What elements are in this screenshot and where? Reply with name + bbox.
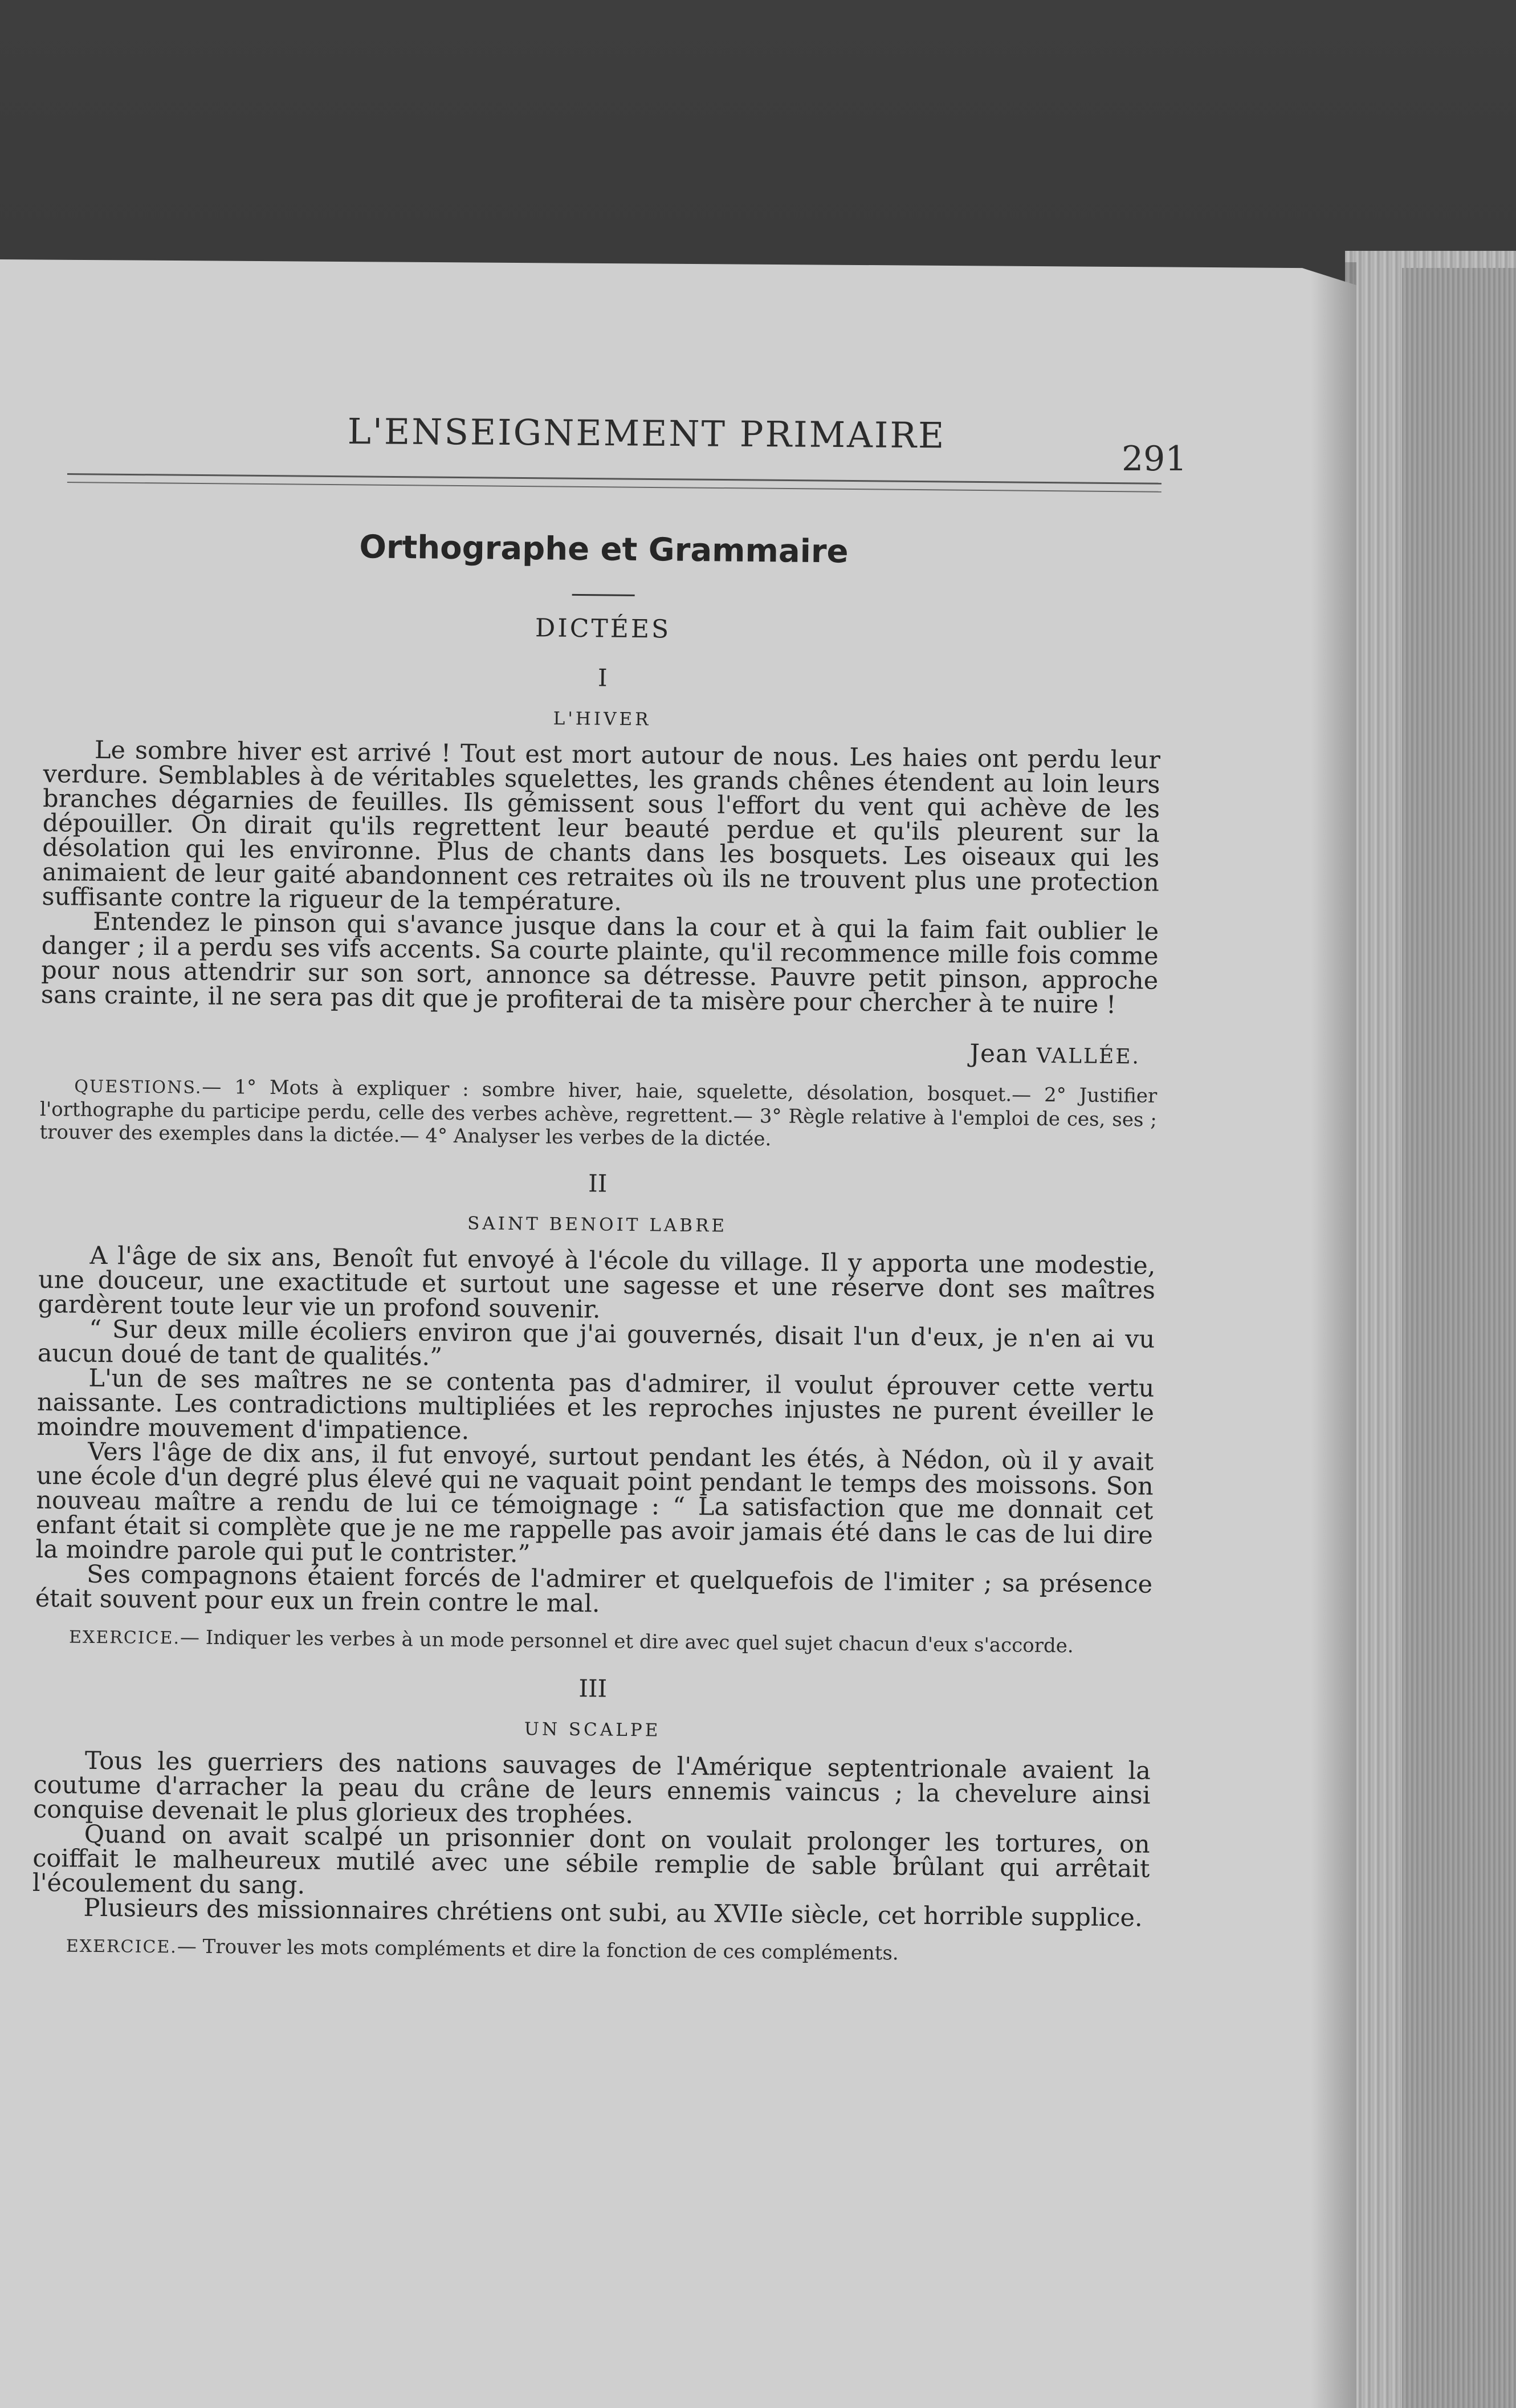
paragraph: Plusieurs des missionnaires chrétiens ont subi, au XVIIe siècle, cet horrible supplice. [83,1893,1143,1933]
dictee-numeral: II [588,1169,608,1198]
exercise-text: — Indiquer les verbes à un mode personnel et dire avec quel sujet chacun d'eux s'accorde. [180,1626,1074,1658]
running-head: L'ENSEIGNEMENT PRIMAIRE [347,410,946,457]
exercise-lead: EXERCICE. [68,1627,181,1649]
page-body [32,513,1163,1968]
dictees-heading: DICTÉES [535,613,671,644]
dictee-3 [32,1669,1152,1968]
author-signature [40,1030,1140,1070]
paragraph: Tous les guerriers des nations sauvages de l'Amérique septentrionale avaient la coutume d'arracher la peau du crâne de leurs ennemis vaincus ; la chevelure ainsi conquise devenait le plus glorieux des trophées. [32,1746,1151,1830]
exercise-lead: EXERCICE. [66,1936,177,1958]
paragraph: “ Sur deux mille écoliers environ que j'ai gouvernés, disait l'un d'eux, je n'en ai vu aucun doué de tant de qualités.” [37,1315,1155,1372]
author-last-name: VALLÉE. [1036,1044,1141,1069]
paragraph: Entendez le pinson qui s'avance jusque dans la cour et à qui la faim fait oublier le danger ; il a perdu ses vifs accents. Sa courte plainte, qu'il recommence mille fois comme pour nous attendrir sur son sort, annonce sa détresse. Pauvre petit pinson, approche sans crainte, il ne sera pas dit que je profiterai de ta misère pour chercher à te nuire ! [40,907,1159,1020]
exercise-note [35,1625,1152,1659]
questions-note [39,1074,1157,1154]
author-first-name: Jean [969,1039,1028,1069]
dictee-title: UN SCALPE [524,1719,661,1741]
paragraph: Ses compagnons étaient forcés de l'admirer et quelquefois de l'imiter ; sa présence était souvent pour eux un frein contre le mal. [35,1560,1153,1618]
dictee-2 [35,1164,1156,1659]
paragraph: A l'âge de six ans, Benoît fut envoyé à l'école du village. Il y apporta une modestie, une douceur, une exactitude et surtout une sagesse et une réserve dont ses maîtres gardèrent toute leur vie un profond souvenir. [38,1241,1156,1324]
questions-text: — 1° Mots à expliquer : sombre hiver, haie, squelette, désolation, bosquet.— 2° Justifier l'orthographe du participe perdu, celle des verbes achève, regrettent.— 3° Règle relative à l'emploi de ces, ses ; trouver des exemples dans la dictée.— 4° Analyser les verbes de la dictée. [39,1075,1158,1151]
paragraph: L'un de ses maîtres ne se contenta pas d'admirer, il voulut éprouver cette vertu naissante. Les contradictions multipliées et les reproches injustes ne purent éveiller le moindre mouvement d'impatience. [36,1364,1155,1446]
questions-lead: QUESTIONS. [74,1076,202,1098]
page-number: 291 [1122,439,1187,479]
paragraph: Le sombre hiver est arrivé ! Tout est mort autour de nous. Les haies ont perdu leur verdure. Semblables à de véritables squelettes, les grands chênes étendent au loin leurs branches dégarnies de feuilles. Ils gémissent sous l'effort du vent qui achève de les dépouiller. On dirait qu'ils regrettent leur beauté perdue et qu'ils pleurent sur la désolation qui les environne. Plus de chants dans les bosquets. Les oiseaux qui les animaient de leur gaité abandonnent ces retraites où ils ne trouvent plus une protection suffisante contre la rigueur de la température. [42,735,1161,917]
page-edges-inner [1402,268,1516,2408]
section-title: Orthographe et Grammaire [359,528,849,571]
exercise-text: — Trouver les mots compléments et dire la fonction de ces compléments. [177,1935,899,1965]
page-gutter-shadow [1311,262,1356,2408]
paragraph: Quand on avait scalpé un prisonnier dont on voulait prolonger les tortures, on coiffait le malheureux mutilé avec une sébile remplie de sable brûlant qui arrêtait l'écoulement du sang. [32,1820,1150,1900]
paragraph: Vers l'âge de dix ans, il fut envoyé, surtout pendant les étés, à Nédon, où il y avait une école d'un degré plus élevé qui ne vaquait point pendant le temps des moissons. Son nouveau maître a rendu de lui ce témoignage : “ La satisfaction que me donnait cet enfant était si complète que je ne me rappelle pas avoir jamais été dans le cas de lui dire la moindre parole qui put le contrister.” [35,1437,1154,1569]
dictee-1 [39,658,1161,1154]
dictee-title: L'HIVER [553,708,651,730]
dictee-numeral: III [578,1674,608,1703]
title-rule [572,594,635,596]
dictee-numeral: I [597,664,608,692]
dictee-title: SAINT BENOIT LABRE [467,1213,728,1236]
